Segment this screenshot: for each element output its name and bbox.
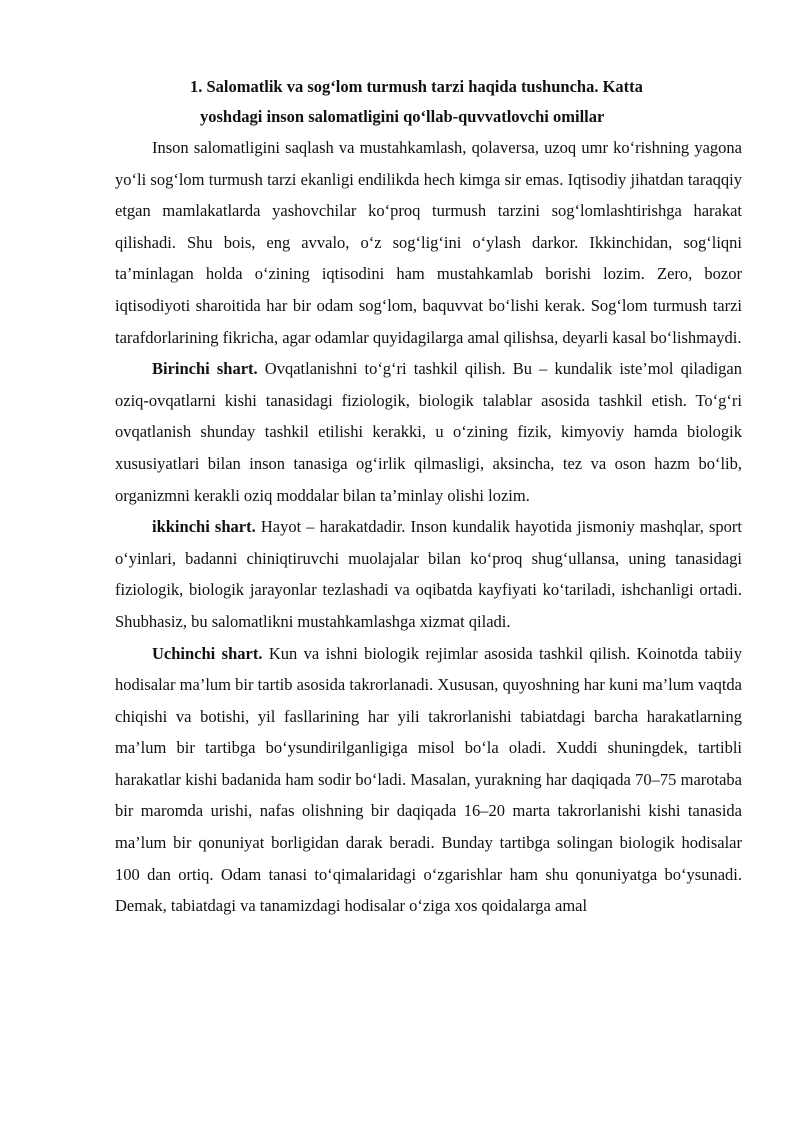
paragraph-second-condition [115,511,742,637]
heading-line-2: yoshdagi inson salomatligini qo‘llab-quvvatlovchi omillar [200,107,605,126]
paragraph-text: Inson salomatligini saqlash va mustahkamlash, qolaversa, uzoq umr ko‘rishning yagona yo‘li sog‘lom turmush tarzi ekanligi endilikda hech kimga sir emas. Iqtisodiy jihatdan taraqqiy etgan mamlakatlarda yashovchilar ko‘proq turmush tarzini sog‘lomlashtirishga harakat qilishadi. Shu bois, eng avvalo, o‘z sog‘lig‘ini o‘ylash darkor. Ikkinchidan, sog‘liqni ta’minlagan holda o‘zining iqtisodini ham mustahkamlab borishi lozim. Zero, bozor iqtisodiyoti sharoitida har bir odam sog‘lom, baquvvat bo‘lishi kerak. Sog‘lom turmush tarzi tarafdorlarining fikricha, agar odamlar quyidagilarga amal qilishsa, deyarli kasal bo‘lishmaydi. [115,138,742,347]
paragraph-third-condition [115,638,742,922]
paragraph-first-condition [115,353,742,511]
paragraph-text: Ovqatlanishni to‘g‘ri tashkil qilish. Bu – kundalik iste’mol qiladigan oziq-ovqatlarni kishi tanasidagi fiziologik, biologik talablar asosida tashkil etish. To‘g‘ri ovqatlanish shunday tashkil etilishi kerakki, u o‘zining fizik, kimyoviy hamda biologik xususiyatlari bilan inson tanasiga og‘irlik qilmasligi, aksincha, tez va oson hazm bo‘lib, organizmni kerakli oziq moddalar bilan ta’minlay olishi lozim. [115,359,742,505]
paragraph-lead: Uchinchi shart. [152,643,263,663]
paragraph-lead: Birinchi shart. [152,359,258,379]
paragraph-intro [115,132,742,353]
paragraph-text: Hayot – harakatdadir. Inson kundalik hayotida jismoniy mashqlar, sport o‘yinlari, badanni chiniqtiruvchi muolajalar bilan ko‘proq shug‘ullansa, uning tanasidagi fiziologik, biologik jarayonlar tezlashadi va oqibatda kayfiyati ko‘tariladi, ishchanligi ortadi. Shubhasiz, bu salomatlikni mustahkamlashga xizmat qiladi. [115,517,742,631]
section-heading [115,72,742,132]
heading-line-1: 1. Salomatlik va sog‘lom turmush tarzi haqida tushuncha. Katta [190,77,643,96]
paragraph-lead: ikkinchi shart. [152,517,256,537]
document-page [115,72,742,922]
paragraph-text: Kun va ishni biologik rejimlar asosida tashkil qilish. Koinotda tabiiy hodisalar ma’lum bir tartib asosida takrorlanadi. Xususan, quyoshning har kuni ma’lum vaqtda chiqishi va botishi, yil fasllarining har yili takrorlanishi tabiatdagi barcha harakatlarning ma’lum bir tartibga bo‘ysundirilganligiga misol bo‘la oladi. Xuddi shuningdek, tartibli harakatlar kishi badanida ham sodir bo‘ladi. Masalan, yurakning har daqiqada 70–75 marotaba bir maromda urishi, nafas olishning bir daqiqada 16–20 marta takrorlanishi kishi tanasida ma’lum bir qonuniyat borligidan darak beradi. Bunday tartibga solingan biologik hodisalar 100 dan ortiq. Odam tanasi to‘qimalaridagi o‘zgarishlar ham shu qonuniyatga bo‘ysunadi. Demak, tabiatdagi va tanamizdagi hodisalar o‘ziga xos qoidalarga amal [115,643,742,916]
